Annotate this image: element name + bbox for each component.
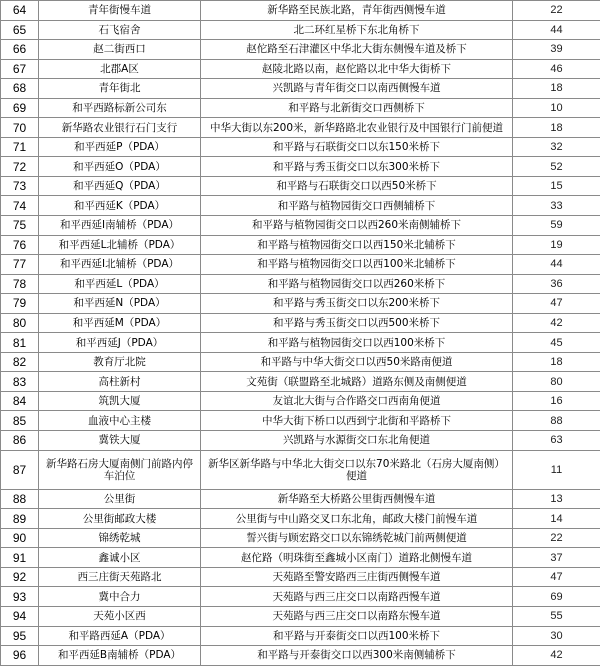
parking-name: 西三庄街天苑路北 — [39, 567, 201, 587]
row-number: 74 — [1, 196, 39, 216]
parking-location: 新华路至民族北路，青年街西侧慢车道 — [201, 1, 513, 21]
parking-count: 44 — [513, 255, 600, 275]
parking-name: 天苑小区西 — [39, 606, 201, 626]
row-number: 78 — [1, 274, 39, 294]
row-number: 73 — [1, 176, 39, 196]
parking-count: 80 — [513, 372, 600, 392]
parking-name: 公里街 — [39, 489, 201, 509]
parking-name: 青年街慢车道 — [39, 1, 201, 21]
parking-location: 兴凯路与青年街交口以南西侧慢车道 — [201, 79, 513, 99]
parking-location: 和平路与开泰街交口以西100米桥下 — [201, 626, 513, 646]
parking-name: 和平西延J（PDA） — [39, 333, 201, 353]
parking-name: 和平西延L北辅桥（PDA） — [39, 235, 201, 255]
table-row — [1, 646, 600, 666]
table-row — [1, 20, 600, 40]
row-number: 75 — [1, 216, 39, 236]
parking-location: 天苑路至警安路西三庄街西侧慢车道 — [201, 567, 513, 587]
parking-name: 和平西延B南辅桥（PDA） — [39, 646, 201, 666]
parking-location: 中华大街以东200米，新华路路北农业银行及中国银行门前便道 — [201, 118, 513, 138]
parking-name: 筑凯大厦 — [39, 391, 201, 411]
row-number: 88 — [1, 489, 39, 509]
parking-count: 52 — [513, 157, 600, 177]
parking-location: 友谊北大街与合作路交口西南角便道 — [201, 391, 513, 411]
table-row — [1, 528, 600, 548]
parking-count: 59 — [513, 216, 600, 236]
table-row — [1, 313, 600, 333]
table-row — [1, 196, 600, 216]
table-row — [1, 333, 600, 353]
parking-location: 中华大街下桥口以西到宁北街和平路桥下 — [201, 411, 513, 431]
table-row — [1, 431, 600, 451]
table-row — [1, 98, 600, 118]
row-number: 67 — [1, 59, 39, 79]
parking-name: 石飞宿舍 — [39, 20, 201, 40]
table-row — [1, 391, 600, 411]
parking-count: 16 — [513, 391, 600, 411]
parking-location: 和平路与秀玉街交口以西500米桥下 — [201, 313, 513, 333]
row-number: 95 — [1, 626, 39, 646]
table-row — [1, 1, 600, 21]
parking-count: 33 — [513, 196, 600, 216]
parking-location: 和平路与开泰街交口以西300米南侧辅桥下 — [201, 646, 513, 666]
parking-count: 47 — [513, 567, 600, 587]
parking-location: 文苑街（联盟路至北城路）道路东侧及南侧便道 — [201, 372, 513, 392]
table-row — [1, 450, 600, 489]
parking-count: 10 — [513, 98, 600, 118]
parking-location: 和平路与植物园街交口以西260米桥下 — [201, 274, 513, 294]
parking-count: 11 — [513, 450, 600, 489]
parking-location: 和平路与植物园街交口以西260米南侧辅桥下 — [201, 216, 513, 236]
parking-location: 誓兴街与顾宏路交口以东锦绣乾城门前两侧便道 — [201, 528, 513, 548]
parking-name: 和平西延M（PDA） — [39, 313, 201, 333]
parking-location: 和平路与秀玉街交口以东300米桥下 — [201, 157, 513, 177]
row-number: 96 — [1, 646, 39, 666]
parking-name: 和平西延P（PDA） — [39, 137, 201, 157]
parking-count: 22 — [513, 1, 600, 21]
parking-name: 血液中心主楼 — [39, 411, 201, 431]
row-number: 93 — [1, 587, 39, 607]
row-number: 92 — [1, 567, 39, 587]
parking-name: 和平西延O（PDA） — [39, 157, 201, 177]
table-row — [1, 118, 600, 138]
parking-count: 13 — [513, 489, 600, 509]
table-row — [1, 176, 600, 196]
table-row — [1, 587, 600, 607]
row-number: 86 — [1, 431, 39, 451]
parking-location: 和平路与秀玉街交口以东200米桥下 — [201, 294, 513, 314]
table-row — [1, 567, 600, 587]
parking-name: 和平西延N（PDA） — [39, 294, 201, 314]
parking-name: 鑫诚小区 — [39, 548, 201, 568]
table-row — [1, 255, 600, 275]
row-number: 82 — [1, 352, 39, 372]
table-row — [1, 352, 600, 372]
row-number: 66 — [1, 40, 39, 60]
table-row — [1, 411, 600, 431]
parking-count: 32 — [513, 137, 600, 157]
parking-count: 69 — [513, 587, 600, 607]
parking-location: 和平路与植物园街交口以西100米北辅桥下 — [201, 255, 513, 275]
row-number: 91 — [1, 548, 39, 568]
row-number: 70 — [1, 118, 39, 138]
row-number: 64 — [1, 1, 39, 21]
parking-name: 北郡A区 — [39, 59, 201, 79]
parking-name: 新华路农业银行石门支行 — [39, 118, 201, 138]
parking-location: 和平路与北新街交口西侧桥下 — [201, 98, 513, 118]
parking-location: 和平路与植物园街交口以西100米桥下 — [201, 333, 513, 353]
parking-count: 37 — [513, 548, 600, 568]
table-row — [1, 79, 600, 99]
parking-name: 和平路西延A（PDA） — [39, 626, 201, 646]
parking-count: 42 — [513, 313, 600, 333]
parking-name: 和平西延Q（PDA） — [39, 176, 201, 196]
row-number: 68 — [1, 79, 39, 99]
row-number: 65 — [1, 20, 39, 40]
parking-location: 新华路至大桥路公里街西侧慢车道 — [201, 489, 513, 509]
parking-name: 和平西延L（PDA） — [39, 274, 201, 294]
table-row — [1, 626, 600, 646]
parking-count: 14 — [513, 509, 600, 529]
row-number: 71 — [1, 137, 39, 157]
parking-location: 北二环红星桥下东北角桥下 — [201, 20, 513, 40]
parking-location: 和平路与植物园街交口以西150米北辅桥下 — [201, 235, 513, 255]
row-number: 90 — [1, 528, 39, 548]
table-row — [1, 216, 600, 236]
parking-count: 46 — [513, 59, 600, 79]
parking-location: 和平路与石联街交口以东150米桥下 — [201, 137, 513, 157]
parking-name: 公里街邮政大楼 — [39, 509, 201, 529]
parking-name: 教育厅北院 — [39, 352, 201, 372]
parking-count: 42 — [513, 646, 600, 666]
parking-count: 18 — [513, 79, 600, 99]
parking-count: 36 — [513, 274, 600, 294]
parking-location: 和平路与中华大街交口以西50米路南便道 — [201, 352, 513, 372]
parking-location: 天苑路与西三庄交口以南路东慢车道 — [201, 606, 513, 626]
parking-name: 锦绣乾城 — [39, 528, 201, 548]
parking-count: 44 — [513, 20, 600, 40]
row-number: 69 — [1, 98, 39, 118]
parking-location: 和平路与植物园街交口西侧辅桥下 — [201, 196, 513, 216]
row-number: 77 — [1, 255, 39, 275]
parking-name: 冀铁大厦 — [39, 431, 201, 451]
parking-location: 新华区新华路与中华北大街交口以东70米路北（石房大厦南侧）便道 — [201, 450, 513, 489]
parking-count: 18 — [513, 352, 600, 372]
parking-name: 和平西延I北辅桥（PDA） — [39, 255, 201, 275]
table-row — [1, 548, 600, 568]
row-number: 81 — [1, 333, 39, 353]
parking-count: 30 — [513, 626, 600, 646]
row-number: 85 — [1, 411, 39, 431]
row-number: 83 — [1, 372, 39, 392]
parking-count: 19 — [513, 235, 600, 255]
table-row — [1, 40, 600, 60]
parking-name: 和平西延K（PDA） — [39, 196, 201, 216]
parking-location: 兴凯路与水源街交口东北角便道 — [201, 431, 513, 451]
parking-count: 55 — [513, 606, 600, 626]
parking-count: 22 — [513, 528, 600, 548]
parking-name: 青年街北 — [39, 79, 201, 99]
parking-name: 新华路石房大厦南侧门前路内停车泊位 — [39, 450, 201, 489]
table-row — [1, 157, 600, 177]
parking-name: 冀中合力 — [39, 587, 201, 607]
parking-location: 和平路与石联街交口以西50米桥下 — [201, 176, 513, 196]
parking-location: 赵陵北路以南，赵佗路以北中华大街桥下 — [201, 59, 513, 79]
table-row — [1, 59, 600, 79]
parking-location: 赵佗路（明珠街至鑫城小区南门）道路北侧慢车道 — [201, 548, 513, 568]
parking-name: 高柱新村 — [39, 372, 201, 392]
parking-count: 39 — [513, 40, 600, 60]
parking-location: 赵佗路至石津灌区中华北大街东侧慢车道及桥下 — [201, 40, 513, 60]
table-row — [1, 489, 600, 509]
table-row — [1, 509, 600, 529]
row-number: 94 — [1, 606, 39, 626]
row-number: 76 — [1, 235, 39, 255]
parking-count: 47 — [513, 294, 600, 314]
parking-count: 45 — [513, 333, 600, 353]
parking-count: 63 — [513, 431, 600, 451]
parking-name: 和平西路标新公司东 — [39, 98, 201, 118]
table-row — [1, 137, 600, 157]
table-row — [1, 235, 600, 255]
parking-location: 公里街与中山路交叉口东北角，邮政大楼门前慢车道 — [201, 509, 513, 529]
row-number: 72 — [1, 157, 39, 177]
parking-name: 和平西延I南辅桥（PDA） — [39, 216, 201, 236]
row-number: 80 — [1, 313, 39, 333]
table-row — [1, 372, 600, 392]
parking-count: 88 — [513, 411, 600, 431]
table-row — [1, 606, 600, 626]
parking-name: 赵二街西口 — [39, 40, 201, 60]
table-row — [1, 294, 600, 314]
parking-location: 天苑路与西三庄交口以南路西慢车道 — [201, 587, 513, 607]
table-row — [1, 274, 600, 294]
parking-table-body — [1, 1, 600, 666]
parking-count: 18 — [513, 118, 600, 138]
row-number: 84 — [1, 391, 39, 411]
row-number: 89 — [1, 509, 39, 529]
parking-count: 15 — [513, 176, 600, 196]
row-number: 79 — [1, 294, 39, 314]
row-number: 87 — [1, 450, 39, 489]
